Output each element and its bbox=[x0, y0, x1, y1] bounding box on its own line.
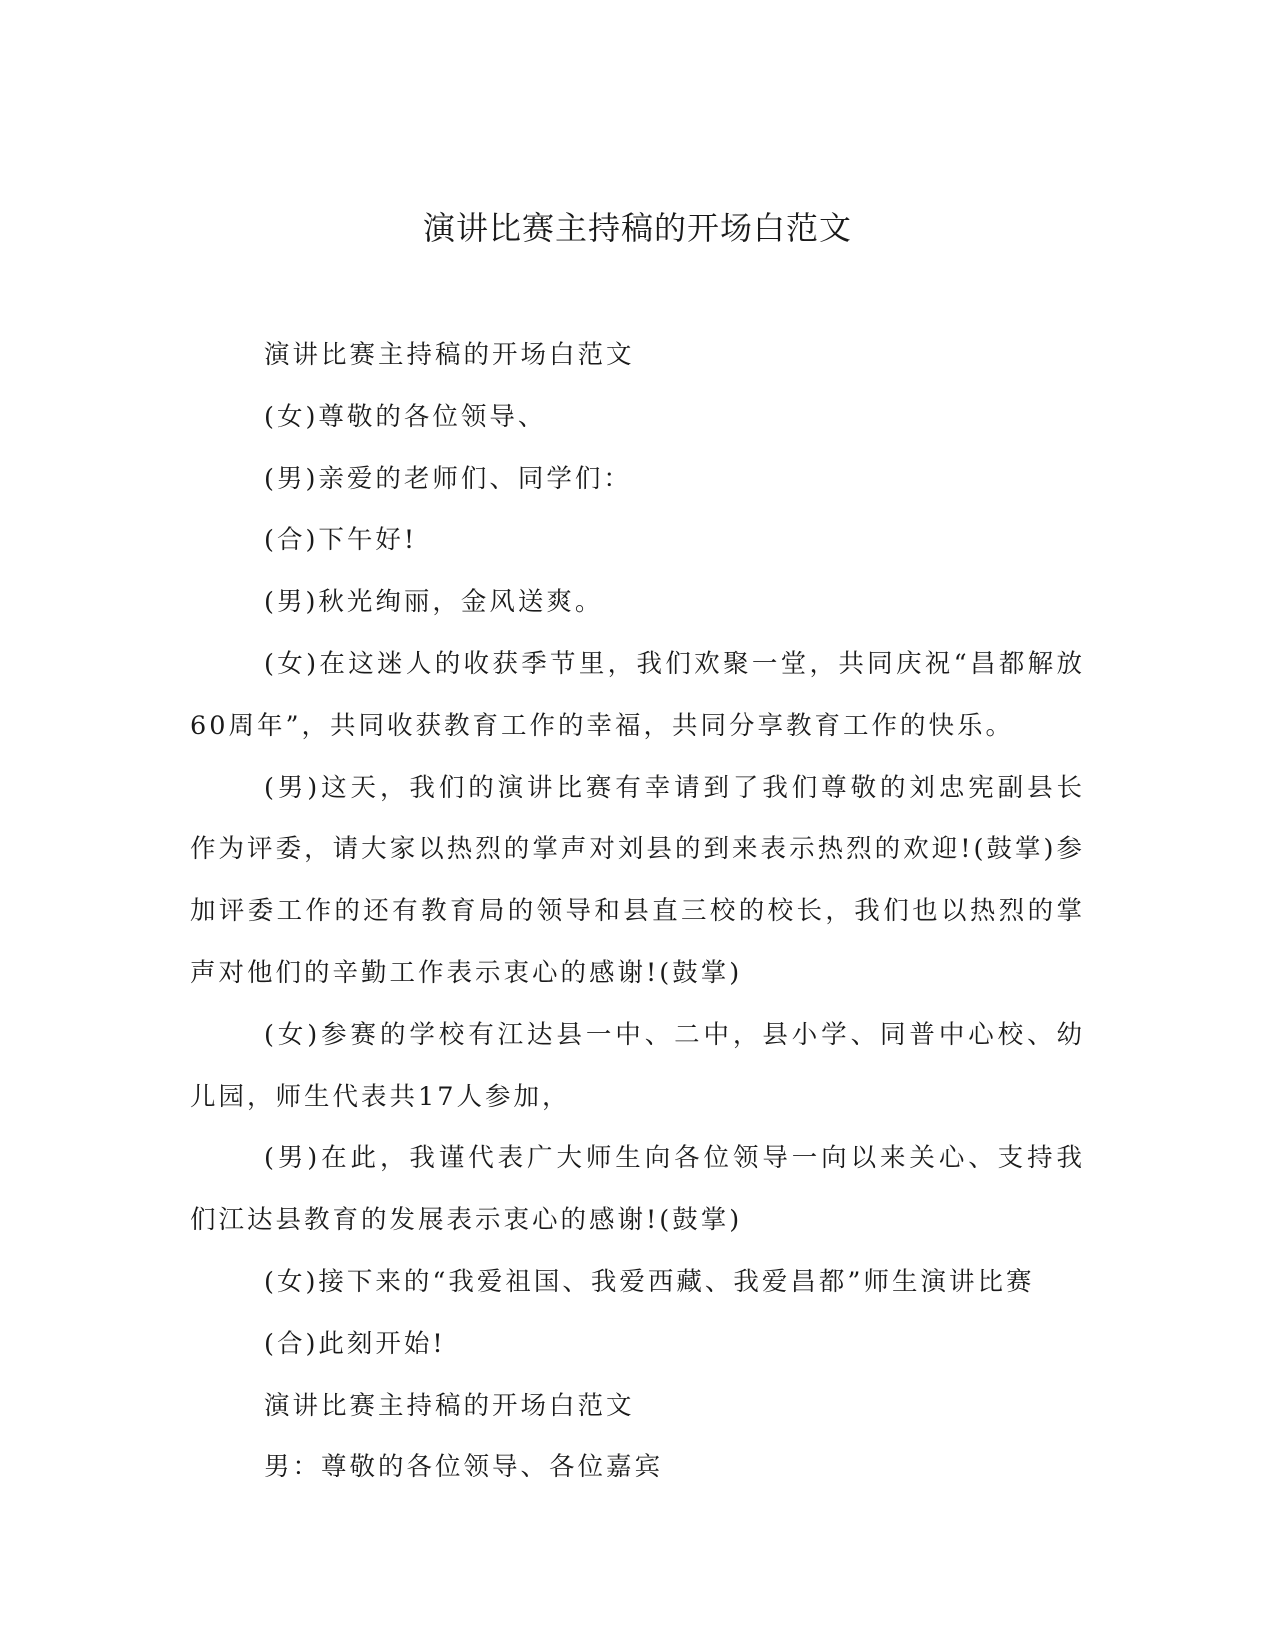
paragraph: (男)这天，我们的演讲比赛有幸请到了我们尊敬的刘忠宪副县长作为评委，请大家以热烈的掌声对刘县的到来表示热烈的欢迎!(鼓掌)参加评委工作的还有教育局的领导和县直三校的校长，我们也以热烈的掌声对他们的辛勤工作表示衷心的感谢!(鼓掌) bbox=[190, 772, 1085, 988]
paragraph: 演讲比赛主持稿的开场白范文 bbox=[264, 1390, 635, 1421]
paragraph: (女)接下来的“我爱祖国、我爱西藏、我爱昌都”师生演讲比赛 bbox=[264, 1266, 1035, 1297]
paragraph: (男)亲爱的老师们、同学们： bbox=[264, 463, 632, 494]
paragraph: 男：尊敬的各位领导、各位嘉宾 bbox=[264, 1452, 664, 1483]
paragraph: 演讲比赛主持稿的开场白范文 bbox=[264, 340, 635, 370]
paragraph: (女)尊敬的各位领导、 bbox=[264, 401, 547, 432]
document-body bbox=[190, 325, 1085, 1499]
paragraph: (女)参赛的学校有江达县一中、二中，县小学、同普中心校、幼儿园，师生代表共17人参加， bbox=[190, 1019, 1085, 1112]
paragraph: (合)此刻开始! bbox=[264, 1328, 446, 1359]
paragraph: (合)下午好! bbox=[264, 525, 418, 556]
paragraph: (女)在这迷人的收获季节里，我们欢聚一堂，共同庆祝“昌都解放60周年”，共同收获教育工作的幸福，共同分享教育工作的快乐。 bbox=[190, 648, 1085, 741]
paragraph: (男)在此，我谨代表广大师生向各位领导一向以来关心、支持我们江达县教育的发展表示衷心的感谢!(鼓掌) bbox=[190, 1143, 1085, 1236]
paragraph: (男)秋光绚丽，金风送爽。 bbox=[264, 587, 604, 618]
document-title: 演讲比赛主持稿的开场白范文 bbox=[422, 209, 852, 247]
